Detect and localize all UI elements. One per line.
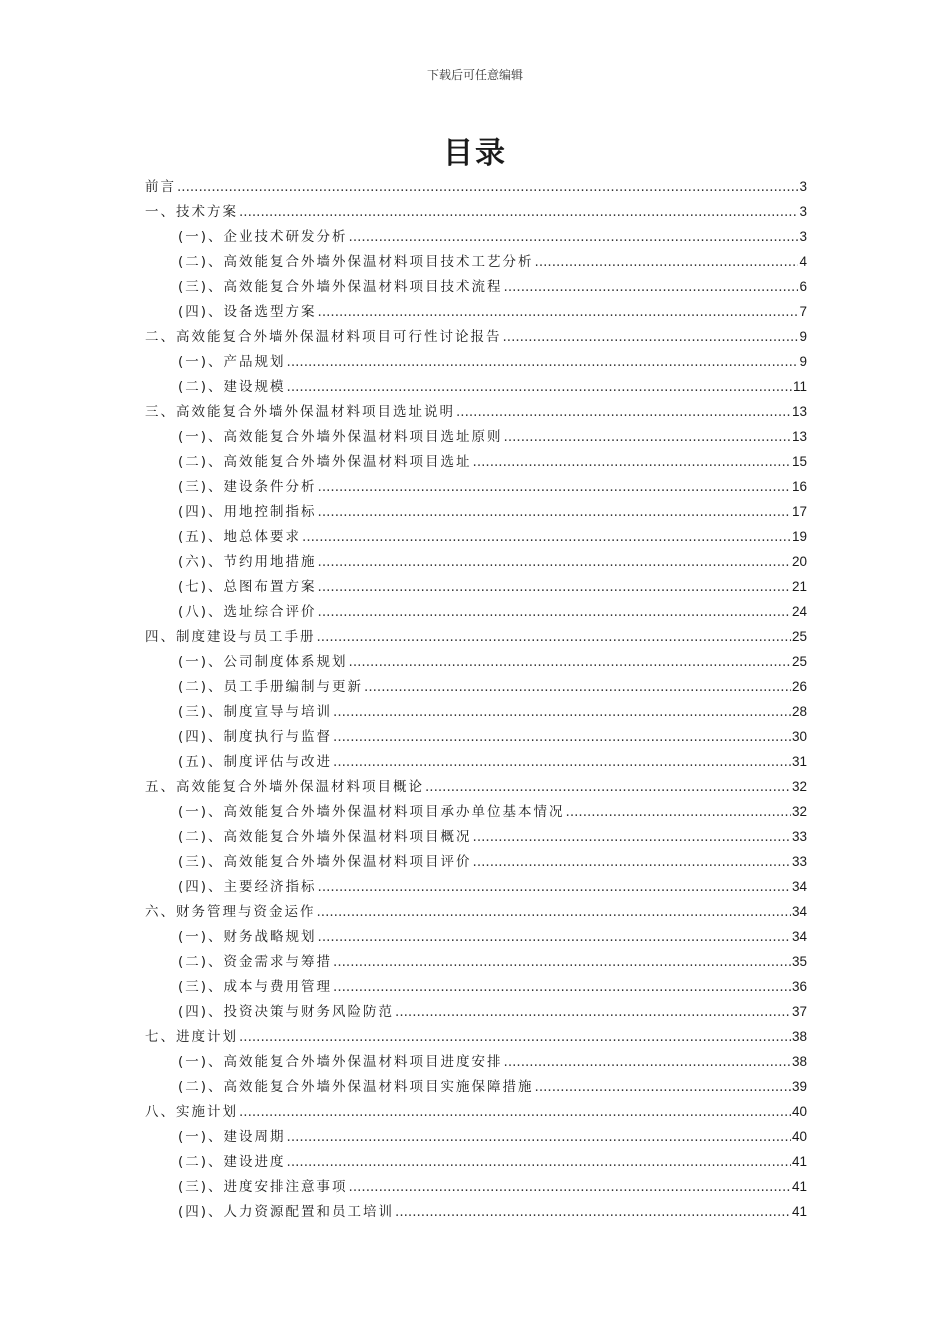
toc-entry-page-number: 11 [792,379,807,394]
toc-leader-dots [318,875,791,900]
toc-leader-dots [287,1150,791,1175]
toc-leader-dots [317,625,791,650]
toc-entry-page-number: 3 [799,179,807,194]
toc-entry-label: 八、实施计划 [145,1104,238,1120]
toc-entry[interactable] [145,274,807,299]
toc-entry-label: (四)、主要经济指标 [178,879,317,895]
toc-leader-dots [456,400,791,425]
table-of-contents [145,174,807,1224]
toc-entry-page-number: 25 [791,629,807,644]
toc-entry-page-number: 13 [791,429,807,444]
toc-entry[interactable] [145,1049,807,1074]
toc-entry-page-number: 24 [791,604,807,619]
toc-entry-label: 四、制度建设与员工手册 [145,629,316,645]
toc-entry[interactable] [145,349,807,374]
toc-entry[interactable] [145,974,807,999]
toc-entry[interactable] [145,199,807,224]
toc-entry-page-number: 41 [791,1179,807,1194]
toc-entry-label: (五)、制度评估与改进 [178,754,333,770]
toc-entry[interactable] [145,924,807,949]
toc-leader-dots [333,975,791,1000]
toc-entry-label: (一)、高效能复合外墙外保温材料项目承办单位基本情况 [178,804,565,820]
toc-entry-page-number: 25 [791,654,807,669]
toc-entry-label: (一)、企业技术研发分析 [178,229,348,245]
toc-entry-page-number: 3 [799,229,807,244]
toc-entry-page-number: 39 [791,1079,807,1094]
toc-entry-label: 一、技术方案 [145,204,238,220]
toc-leader-dots [287,375,792,400]
toc-leader-dots [349,225,799,250]
toc-leader-dots [535,1075,791,1100]
toc-entry-page-number: 6 [799,279,807,294]
toc-leader-dots [504,425,791,450]
toc-entry-label: (五)、地总体要求 [178,529,302,545]
toc-leader-dots [239,200,798,225]
toc-entry-page-number: 26 [791,679,807,694]
toc-entry-page-number: 4 [799,254,807,269]
toc-entry[interactable] [145,1074,807,1099]
toc-entry-page-number: 38 [791,1054,807,1069]
toc-entry[interactable] [145,424,807,449]
toc-entry-page-number: 30 [791,729,807,744]
toc-entry-label: (一)、产品规划 [178,354,286,370]
toc-entry-page-number: 34 [791,879,807,894]
toc-entry-label: (六)、节约用地措施 [178,554,317,570]
toc-entry-label: (一)、建设周期 [178,1129,286,1145]
toc-entry-label: 三、高效能复合外墙外保温材料项目选址说明 [145,404,455,420]
toc-leader-dots [535,250,799,275]
toc-leader-dots [302,525,791,550]
toc-entry[interactable] [145,699,807,724]
toc-entry[interactable] [145,1174,807,1199]
toc-entry[interactable] [145,174,807,199]
toc-entry-page-number: 32 [791,779,807,794]
toc-entry-page-number: 32 [791,804,807,819]
toc-leader-dots [318,925,791,950]
toc-entry[interactable] [145,524,807,549]
toc-entry-label: (一)、高效能复合外墙外保温材料项目选址原则 [178,429,503,445]
toc-entry[interactable] [145,1099,807,1124]
toc-leader-dots [317,900,791,925]
toc-entry[interactable] [145,874,807,899]
toc-entry-label: (三)、高效能复合外墙外保温材料项目技术流程 [178,279,503,295]
toc-leader-dots [566,800,791,825]
toc-entry-page-number: 33 [791,829,807,844]
toc-entry[interactable] [145,999,807,1024]
toc-entry[interactable] [145,549,807,574]
toc-entry-label: (三)、高效能复合外墙外保温材料项目评价 [178,854,472,870]
toc-entry[interactable] [145,1149,807,1174]
toc-entry-label: (二)、资金需求与筹措 [178,954,333,970]
toc-leader-dots [333,950,791,975]
toc-entry-label: (一)、公司制度体系规划 [178,654,348,670]
toc-entry-label: (四)、用地控制指标 [178,504,317,520]
toc-leader-dots [318,600,791,625]
toc-entry[interactable] [145,399,807,424]
toc-entry[interactable] [145,774,807,799]
toc-entry-label: (二)、员工手册编制与更新 [178,679,364,695]
toc-entry-label: (四)、制度执行与监督 [178,729,333,745]
toc-entry[interactable] [145,574,807,599]
toc-entry-page-number: 40 [791,1129,807,1144]
toc-leader-dots [333,700,791,725]
page-title: 目录 [443,136,507,171]
toc-leader-dots [287,350,799,375]
toc-entry-page-number: 28 [791,704,807,719]
toc-entry-label: 五、高效能复合外墙外保温材料项目概论 [145,779,424,795]
toc-entry-page-number: 38 [791,1029,807,1044]
toc-entry[interactable] [145,949,807,974]
toc-entry[interactable] [145,299,807,324]
toc-entry-label: (四)、设备选型方案 [178,304,317,320]
toc-entry-page-number: 37 [791,1004,807,1019]
toc-entry[interactable] [145,324,807,349]
toc-entry-page-number: 21 [791,579,807,594]
toc-leader-dots [318,575,791,600]
toc-entry[interactable] [145,1124,807,1149]
toc-leader-dots [395,1200,791,1225]
toc-leader-dots [503,325,799,350]
toc-entry[interactable] [145,1024,807,1049]
toc-entry-label: (四)、人力资源配置和员工培训 [178,1204,395,1220]
toc-leader-dots [239,1100,791,1125]
toc-entry[interactable] [145,499,807,524]
toc-entry[interactable] [145,799,807,824]
toc-entry[interactable] [145,674,807,699]
toc-entry-page-number: 9 [799,354,807,369]
toc-entry-label: (二)、建设规模 [178,379,286,395]
toc-entry-page-number: 15 [791,454,807,469]
toc-leader-dots [349,1175,791,1200]
toc-entry[interactable] [145,249,807,274]
toc-entry[interactable] [145,474,807,499]
toc-leader-dots [318,550,791,575]
toc-entry-page-number: 13 [791,404,807,419]
toc-leader-dots [395,1000,791,1025]
toc-leader-dots [318,475,791,500]
toc-entry-page-number: 31 [791,754,807,769]
toc-entry-page-number: 35 [791,954,807,969]
toc-entry[interactable] [145,1199,807,1224]
toc-entry-label: (三)、制度宣导与培训 [178,704,333,720]
toc-leader-dots [349,650,791,675]
toc-entry[interactable] [145,374,807,399]
toc-entry-label: 六、财务管理与资金运作 [145,904,316,920]
toc-entry-page-number: 41 [791,1154,807,1169]
toc-entry-page-number: 34 [791,904,807,919]
toc-entry[interactable] [145,599,807,624]
toc-entry-label: (二)、高效能复合外墙外保温材料项目选址 [178,454,472,470]
toc-entry-label: (二)、高效能复合外墙外保温材料项目实施保障措施 [178,1079,534,1095]
toc-leader-dots [425,775,791,800]
toc-entry-label: (二)、高效能复合外墙外保温材料项目概况 [178,829,472,845]
toc-entry-page-number: 36 [791,979,807,994]
toc-entry-label: (二)、高效能复合外墙外保温材料项目技术工艺分析 [178,254,534,270]
toc-entry-page-number: 34 [791,929,807,944]
toc-leader-dots [333,725,791,750]
toc-entry-label: (三)、进度安排注意事项 [178,1179,348,1195]
toc-entry-page-number: 7 [799,304,807,319]
toc-entry-page-number: 33 [791,854,807,869]
header-note: 下载后可任意编辑 [426,68,523,82]
toc-entry[interactable] [145,224,807,249]
toc-entry[interactable] [145,849,807,874]
toc-leader-dots [177,175,798,200]
toc-entry-page-number: 19 [791,529,807,544]
toc-entry-page-number: 16 [791,479,807,494]
toc-leader-dots [318,300,799,325]
toc-leader-dots [504,1050,791,1075]
toc-entry[interactable] [145,724,807,749]
toc-entry-page-number: 41 [791,1204,807,1219]
toc-leader-dots [504,275,799,300]
toc-entry-label: (四)、投资决策与财务风险防范 [178,1004,395,1020]
toc-entry[interactable] [145,899,807,924]
toc-entry[interactable] [145,749,807,774]
toc-leader-dots [364,675,791,700]
toc-entry-label: (三)、建设条件分析 [178,479,317,495]
toc-entry-label: (二)、建设进度 [178,1154,286,1170]
toc-leader-dots [333,750,791,775]
toc-entry[interactable] [145,624,807,649]
toc-leader-dots [318,500,791,525]
toc-leader-dots [473,825,791,850]
toc-entry-label: (八)、选址综合评价 [178,604,317,620]
toc-entry[interactable] [145,649,807,674]
toc-entry-page-number: 3 [799,204,807,219]
toc-entry-label: 七、进度计划 [145,1029,238,1045]
toc-entry-page-number: 40 [791,1104,807,1119]
toc-leader-dots [239,1025,791,1050]
toc-entry-label: 二、高效能复合外墙外保温材料项目可行性讨论报告 [145,329,502,345]
toc-leader-dots [473,450,791,475]
toc-leader-dots [473,850,791,875]
toc-entry-label: (七)、总图布置方案 [178,579,317,595]
toc-entry-page-number: 9 [799,329,807,344]
toc-entry[interactable] [145,449,807,474]
toc-entry-label: (一)、财务战略规划 [178,929,317,945]
toc-entry-label: (一)、高效能复合外墙外保温材料项目进度安排 [178,1054,503,1070]
toc-entry[interactable] [145,824,807,849]
toc-entry-page-number: 17 [791,504,807,519]
toc-entry-label: (三)、成本与费用管理 [178,979,333,995]
toc-entry-page-number: 20 [791,554,807,569]
toc-entry-label: 前言 [145,179,176,195]
toc-leader-dots [287,1125,791,1150]
